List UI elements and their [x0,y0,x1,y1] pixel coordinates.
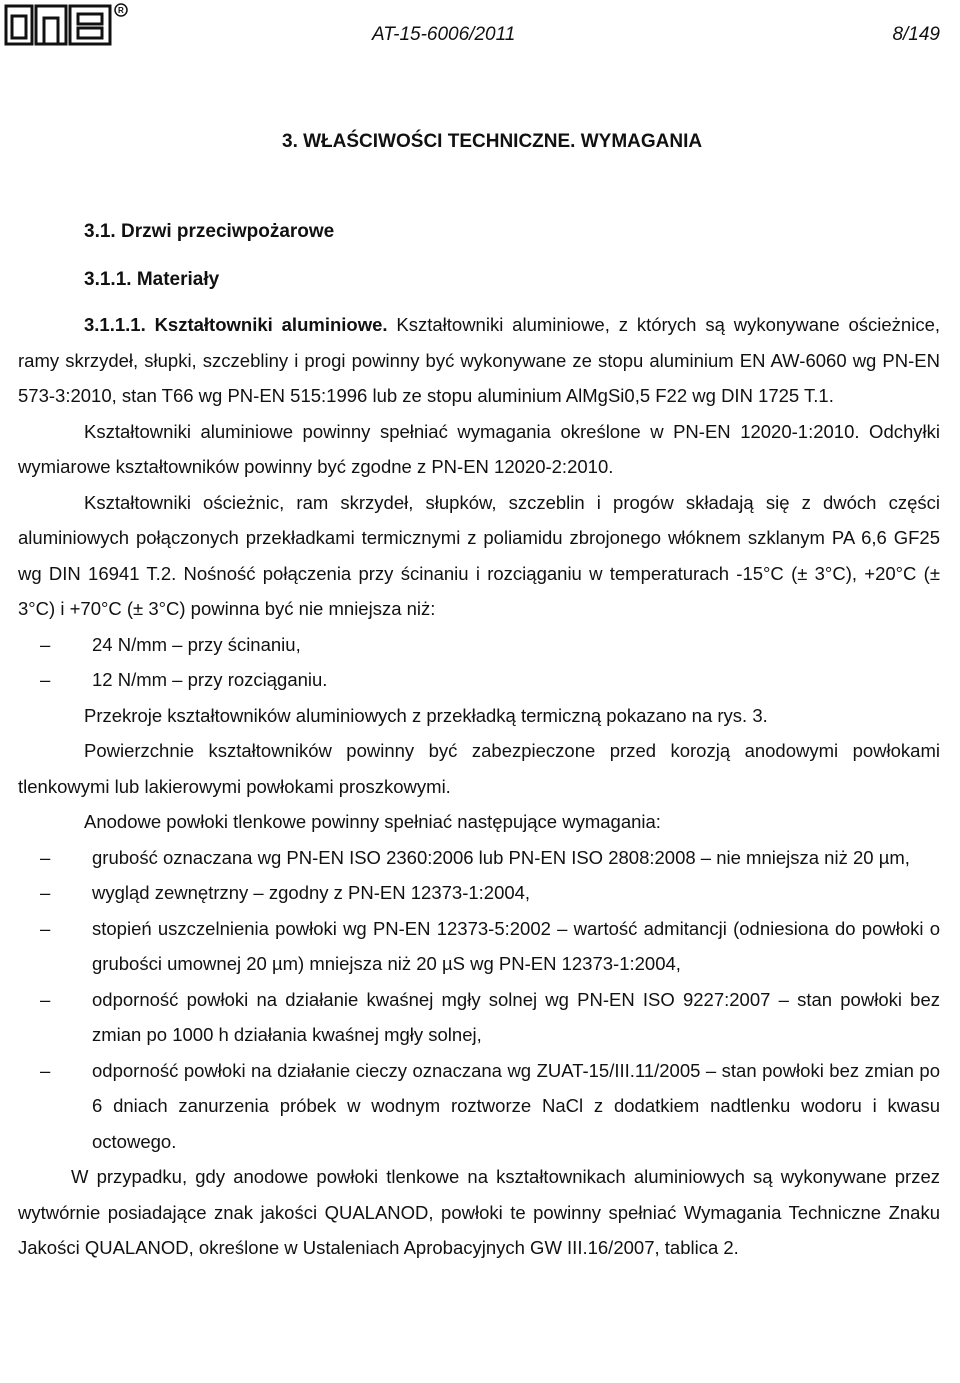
page-header [0,0,960,60]
strength-list [18,627,940,698]
subsubsection-title: 3.1.1. Materiały [84,269,220,290]
anodic-requirements-list [18,840,940,1160]
paragraph-heading: 3.1.1.1. Kształtowniki aluminiowe. [84,314,388,335]
list-item: – wygląd zewnętrzny – zgodny z PN-EN 12373-1:2004, [18,875,940,911]
list-item: – 24 N/mm – przy ścinaniu, [18,627,940,663]
list-item: – 12 N/mm – przy rozciąganiu. [18,662,940,698]
paragraph-text: Kształtowniki aluminiowe, z których są wykonywane ościeżnice, ramy skrzydeł, słupki, szczebliny i progi powinny być wykonywane ze stopu aluminium EN AW-6060 wg PN-EN 573-3:2010, stan T66 wg PN-EN 515:1996 lub ze stopu aluminium AlMgSi0,5 F22 wg DIN 1725 T.1. [18,314,940,406]
paragraph-anodic-intro: Anodowe powłoki tlenkowe powinny spełniać następujące wymagania: [84,811,661,832]
list-item: – odporność powłoki na działanie cieczy oznaczana wg ZUAT-15/III.11/2005 – stan powłoki bez zmian po 6 dniach zanurzenia próbek w wodnym roztworze NaCl z dodatkiem nadtlenku wodoru i kwasu octowego. [18,1053,940,1160]
paragraph-surfaces: Powierzchnie kształtowników powinny być zabezpieczone przed korozją anodowymi powłokami tlenkowymi lub lakierowymi powłokami proszkowymi. [18,740,940,797]
section-title: 3. WŁAŚCIWOŚCI TECHNICZNE. WYMAGANIA [282,131,703,152]
list-item: – stopień uszczelnienia powłoki wg PN-EN 12373-5:2002 – wartość admitancji (odniesiona do powłoki o grubości umownej 20 µm) mniejsza niż 20 µS wg PN-EN 12373-1:2004, [18,911,940,982]
subsection-title: 3.1. Drzwi przeciwpożarowe [84,221,335,242]
paragraph-qualanod: W przypadku, gdy anodowe powłoki tlenkowe na kształtownikach aluminiowych są wykonywane przez wytwórnie posiadające znak jakości QUALANOD, powłoki te powinny spełniać Wymagania Techniczne Znaku Jakości QUALANOD, określone w Ustaleniach Aprobacyjnych GW III.16/2007, tablica 2. [18,1166,940,1258]
paragraph-profiles [18,307,940,414]
list-item: – grubość oznaczana wg PN-EN ISO 2360:2006 lub PN-EN ISO 2808:2008 – nie mniejsza niż 20 µm, [18,840,940,876]
list-item: – odporność powłoki na działanie kwaśnej mgły solnej wg PN-EN ISO 9227:2007 – stan powłoki bez zmian po 1000 h działania kwaśnej mgły solnej, [18,982,940,1053]
paragraph-thermal-break: Kształtowniki ościeżnic, ram skrzydeł, słupków, szczeblin i progów składają się z dwóch części aluminiowych połączonych przekładkami termicznymi z poliamidu zbrojonego włóknem szklanym PA 6,6 GF25 wg DIN 16941 T.2. Nośność połączenia przy ścinaniu i rozciąganiu w temperaturach -15°C (± 3°C), +20°C (± 3°C) i +70°C (± 3°C) powinna być nie mniejsza niż: [18,491,940,619]
document-body [18,125,940,1266]
paragraph-cross-sections: Przekroje kształtowników aluminiowych z przekładką termiczną pokazano na rys. 3. [84,704,768,726]
itb-logo [4,2,130,46]
svg-text:R: R [118,6,124,15]
page-number: 8/149 [892,24,940,45]
paragraph-requirements: Kształtowniki aluminiowe powinny spełniać wymagania określone w PN-EN 12020-1:2010. Odchyłki wymiarowe kształtowników powinny być zgodne z PN-EN 12020-2:2010. [18,420,940,477]
document-id: AT-15-6006/2011 [372,24,516,45]
